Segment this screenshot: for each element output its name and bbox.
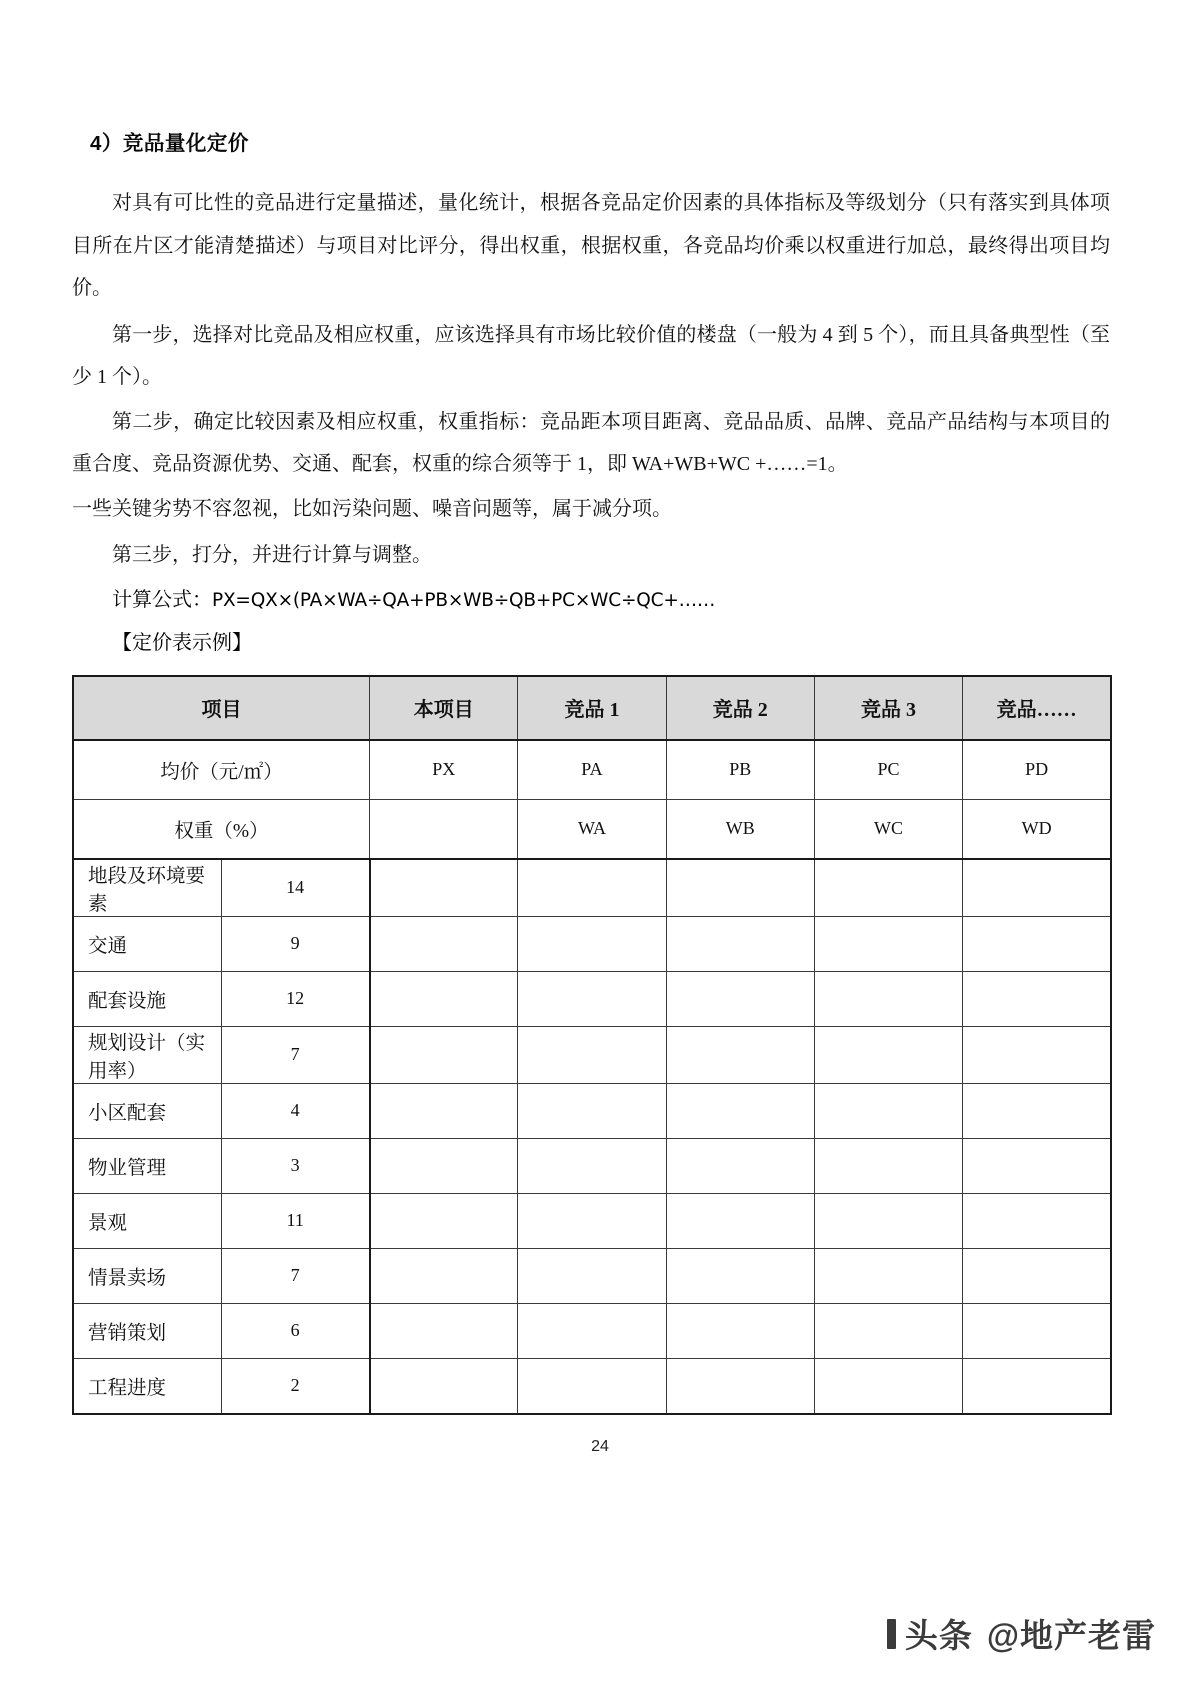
cell-item-weight: 14 [221,859,369,917]
cell-item-score [963,1303,1111,1358]
cell-item-score [666,1026,814,1083]
cell-item-score [518,916,666,971]
cell-item-score [963,1026,1111,1083]
table-header-row [73,676,1111,740]
cell-item-score [963,859,1111,917]
logo-bar-icon [887,1619,896,1649]
cell-item-score [963,971,1111,1026]
cell-item-score [814,1303,962,1358]
cell-item-score [518,1303,666,1358]
cell-item-score [666,1358,814,1414]
cell-item-name: 地段及环境要素 [73,859,221,917]
cell-average-price-competitor-1: PA [518,740,666,800]
cell-item-score [814,1358,962,1414]
table-row-weight [73,799,1111,859]
cell-item-score [518,1026,666,1083]
cell-item-score [370,1083,518,1138]
cell-item-score [814,1083,962,1138]
cell-item-score [814,971,962,1026]
table-row [73,1193,1111,1248]
paragraph-step-two: 第二步，确定比较因素及相应权重，权重指标：竞品距本项目距离、竞品品质、品牌、竞品产品结构与本项目的重合度、竞品资源优势、交通、配套，权重的综合须等于 1，即 WA+WB+WC +……=1。 [72,410,1110,475]
toutiao-logo-icon [887,1610,973,1657]
formula-label: 计算公式： [112,588,212,611]
table-row [73,1358,1111,1414]
row-label-average-price [73,740,370,800]
row-label-weight: 权重（%） [73,799,370,859]
cell-item-score [814,1193,962,1248]
cell-item-weight: 4 [221,1083,369,1138]
table-row-average-price [73,740,1111,800]
paragraph-step-three: 第三步，打分，并进行计算与调整。 [112,544,432,566]
cell-item-score [666,916,814,971]
table-header-competitor-3: 竞品 3 [814,676,962,740]
cell-weight-competitor-more: WD [963,799,1111,859]
cell-item-weight: 6 [221,1303,369,1358]
cell-item-score [963,1358,1111,1414]
cell-item-score [370,1026,518,1083]
cell-item-score [666,1193,814,1248]
cell-item-score [963,1138,1111,1193]
table-header-item: 项目 [73,676,370,740]
cell-item-score [963,916,1111,971]
page-number: 24 [591,1438,609,1455]
cell-item-score [518,1358,666,1414]
paragraph-intro: 对具有可比性的竞品进行定量描述，量化统计，根据各竞品定价因素的具体指标及等级划分（只有落实到具体项目所在片区才能清楚描述）与项目对比评分，得出权重，根据权重，各竞品均价乘以权重进行加总，最终得出项目均价。 [72,192,1110,299]
cell-item-score [518,1193,666,1248]
cell-item-weight: 2 [221,1358,369,1414]
paragraph-step-one: 第一步，选择对比竞品及相应权重，应该选择具有市场比较价值的楼盘（一般为 4 到 5 个），而且具备典型性（至少 1 个）。 [72,323,1110,388]
cell-item-score [518,971,666,1026]
cell-item-score [370,859,518,917]
cell-item-name: 交通 [73,916,221,971]
table-row [73,1026,1111,1083]
section-heading: 4）竞品量化定价 [90,132,249,155]
cell-item-name: 配套设施 [73,971,221,1026]
row-label-average-price-main: 均价（元/ [160,761,244,783]
watermark-logo-text: 头条 [904,1617,973,1654]
cell-item-score [370,1303,518,1358]
cell-item-weight: 3 [221,1138,369,1193]
cell-item-name: 情景卖场 [73,1248,221,1303]
table-header-competitor-1: 竞品 1 [518,676,666,740]
cell-item-score [370,1248,518,1303]
cell-item-name: 规划设计（实用率） [73,1026,221,1083]
cell-item-score [666,1303,814,1358]
cell-item-score [814,1026,962,1083]
cell-item-score [963,1083,1111,1138]
table-row [73,1248,1111,1303]
cell-average-price-this-project: PX [370,740,518,800]
table-item-rows [73,859,1111,1414]
table-header-competitor-2: 竞品 2 [666,676,814,740]
cell-weight-competitor-3: WC [814,799,962,859]
page-content [72,126,1112,1415]
table-header-competitor-more: 竞品…… [963,676,1111,740]
table-row [73,1303,1111,1358]
cell-item-weight: 11 [221,1193,369,1248]
watermark-handle: @地产老雷 [986,1617,1156,1654]
cell-item-score [963,1193,1111,1248]
cell-item-weight: 7 [221,1026,369,1083]
cell-average-price-competitor-more: PD [963,740,1111,800]
formula-expression: PX=QX×(PA×WA÷QA+PB×WB÷QB+PC×WC÷QC+…… [212,589,716,611]
table-row [73,859,1111,917]
cell-item-score [370,971,518,1026]
cell-item-score [666,1138,814,1193]
cell-item-score [814,859,962,917]
cell-item-name: 物业管理 [73,1138,221,1193]
cell-average-price-competitor-3: PC [814,740,962,800]
cell-item-weight: 9 [221,916,369,971]
cell-item-score [814,1138,962,1193]
cell-item-score [370,916,518,971]
cell-average-price-competitor-2: PB [666,740,814,800]
cell-item-score [666,859,814,917]
pricing-example-table [72,675,1112,1415]
cell-item-score [963,1248,1111,1303]
cell-item-weight: 12 [221,971,369,1026]
paragraph-disadvantage-note: 一些关键劣势不容忽视，比如污染问题、噪音问题等，属于减分项。 [72,497,672,520]
cell-item-score [518,859,666,917]
cell-item-score [370,1138,518,1193]
table-row [73,1138,1111,1193]
cell-item-score [666,971,814,1026]
cell-item-name: 景观 [73,1193,221,1248]
cell-weight-competitor-1: WA [518,799,666,859]
table-caption: 【定价表示例】 [112,632,252,654]
cell-item-score [518,1083,666,1138]
table-row [73,1083,1111,1138]
cell-weight-this-project [370,799,518,859]
table-row [73,916,1111,971]
cell-item-score [666,1083,814,1138]
cell-item-score [518,1138,666,1193]
table-header-this-project: 本项目 [370,676,518,740]
cell-item-name: 小区配套 [73,1083,221,1138]
cell-item-score [814,1248,962,1303]
cell-item-name: 工程进度 [73,1358,221,1414]
cell-item-score [370,1358,518,1414]
cell-item-weight: 7 [221,1248,369,1303]
calculation-formula [72,579,1112,623]
cell-item-name: 营销策划 [73,1303,221,1358]
row-label-average-price-tail: ） [263,761,283,783]
cell-item-score [370,1193,518,1248]
watermark [887,1610,1156,1657]
row-label-average-price-unit: ㎡ [243,761,264,783]
cell-item-score [814,916,962,971]
cell-weight-competitor-2: WB [666,799,814,859]
cell-item-score [518,1248,666,1303]
cell-item-score [666,1248,814,1303]
table-row [73,971,1111,1026]
